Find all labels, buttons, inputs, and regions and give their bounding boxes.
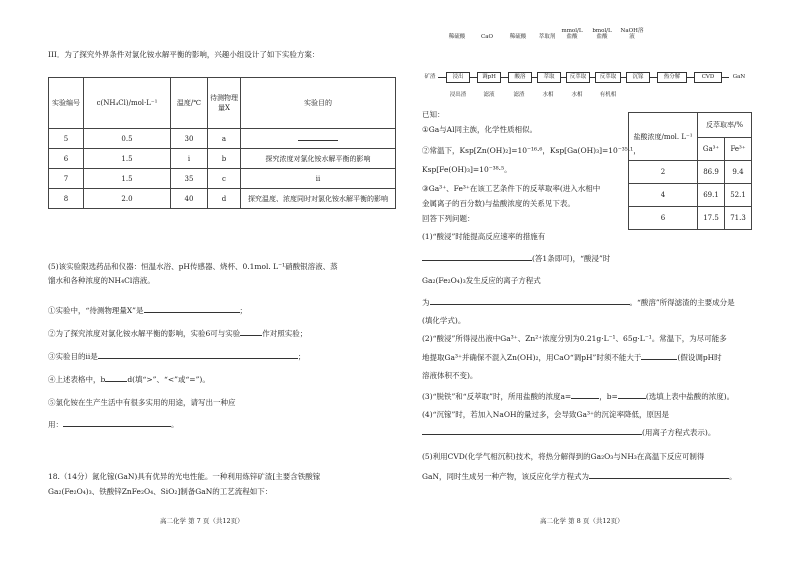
flow-arrow [500,77,508,78]
q1-f: (填化学式)。 [422,316,466,325]
flow-arrow [438,77,446,78]
header-cell: Fe³⁺ [725,138,752,161]
q5-2-text: ②为了探究浓度对氯化铵水解平衡的影响，实验6可与实验 [48,329,241,338]
flow-top-label: NaOH溶液 [620,28,644,40]
flow-step: 调pH [477,72,501,83]
answer-blank[interactable] [240,335,262,336]
header-cell: c(NH₄Cl)/mol·L⁻¹ [84,78,171,129]
table-header-row [629,113,752,138]
q1-b-text: (答1条即可)，“酸浸”时 [532,254,611,263]
answer-blank[interactable] [422,260,532,261]
table-row [49,129,396,149]
answer-blank[interactable] [641,359,677,360]
q5-5: ⑤氯化铵在生产生活中有很多实用的用途，请写出一种应 [48,398,236,407]
table-cell: 7 [49,169,84,189]
q5-4-text: ④上述表格中，b [48,375,106,384]
header-cell: 反萃取率/% [698,113,752,138]
flow-bottom-label: 水相 [542,92,554,98]
flow-bottom-label: 滤液 [483,92,495,98]
known-2a: ②常温下，Ksp[Zn(OH)₂]=10⁻¹⁶·⁶，Ksp[Ga(OH)₃]=10⁻³⁵·¹， [422,146,641,155]
experiment-table [48,77,396,209]
flow-top-label: 稀硫酸 [509,34,527,40]
q5-4-text-b: d(填“>”、“<”或“=”)。 [127,375,210,384]
table-cell: 6 [49,149,84,169]
table-cell: 1.5 [84,169,171,189]
flow-top-label: bmol/L盐酸 [592,28,612,40]
q3-text-b: ，b= [599,392,618,401]
table-row [629,161,752,184]
table-cell: 探究浓度对氯化铵水解平衡的影响 [241,149,396,169]
table-row [49,189,396,209]
q5-1: ①实验中，“待测物理量X”是 ； [48,306,248,315]
q4-b-text: (用离子方程式表示)。 [642,428,716,437]
table-cell: 4 [629,184,698,207]
table-header-row [49,78,396,129]
q5-1-text: ①实验中，“待测物理量X”是 [48,306,144,315]
table-cell: 69.1 [698,184,725,207]
table-cell: 1.5 [84,149,171,169]
q5-4 [48,375,210,385]
known-heading: 已知： [422,110,445,119]
table-row [49,149,396,169]
q5-3-text: ③实验目的ii是 [48,352,98,361]
flow-step: 热分解 [657,72,687,83]
table-cell: a [208,129,241,149]
q1-b [422,254,610,264]
page-footer: 高二化学 第 7 页（共12页） [160,517,244,525]
table-cell: 8 [49,189,84,209]
q4-a: (4)“沉镓”时，若加入NaOH的量过多，会导致Ga³⁺的沉淀率降低，原因是 [422,410,669,419]
table-row [629,184,752,207]
table-row [629,207,752,230]
q5-b-text: GaN，同时生成另一种产物，该反应化学方程式为 [422,472,590,481]
flow-arrow [686,77,694,78]
flow-bottom-label: 有机相 [599,92,617,98]
section-intro: III．为了探究外界条件对氯化铵水解平衡的影响，兴趣小组设计了如下实验方案： [48,50,320,59]
answer-blank[interactable] [430,304,630,305]
q1-d [422,298,735,308]
q3-text-c: (选填上表中盐酸的浓度)。 [645,392,735,401]
answer-blank[interactable] [589,478,729,479]
q2-d: 溶液体积不变)。 [422,371,478,380]
header-cell: 温度/℃ [171,78,208,129]
flow-bottom-label: 滤渣 [513,92,525,98]
answer-blank[interactable] [144,312,240,313]
flow-top-label: mmol/L盐酸 [561,28,583,40]
q5-line2: 馏水和各种浓度的NH₄Cl溶液。 [48,276,155,285]
table-cell: 2 [629,161,698,184]
table-row [49,169,396,189]
table-cell: 探究温度、浓度同时对氯化铵水解平衡的影响 [241,189,396,209]
header-cell: Ga³⁺ [698,138,725,161]
known-1: ①Ga与Al同主族，化学性质相似。 [422,125,538,134]
known-3b: 金属离子的百分数)与盐酸浓度的关系见下表。 [422,199,575,208]
table-cell: 9.4 [725,161,752,184]
table-cell: 5 [49,129,84,149]
q5-2 [48,329,307,339]
answer-heading: 回答下列问题： [422,214,475,223]
q18-line2: Ga₂(Fe₂O₄)₃、铁酸锌ZnFe₂O₄、SiO₂]制备GaN的工艺流程如下： [48,487,273,496]
q2-c-text: (假设调pH时 [677,353,722,362]
flow-start: 矿渣 [424,74,436,80]
q1-d-text: 为 [422,298,430,307]
table-cell: b [208,149,241,169]
flow-top-label: CaO [481,34,493,40]
q5-5b-text: 用： [48,420,63,429]
q5-5b: 用： 。 [48,420,179,429]
acid-concentration-table [628,112,752,230]
table-cell: 40 [171,189,208,209]
answer-blank[interactable] [105,381,127,382]
flow-step: 反萃取 [566,72,590,83]
flow-step: 酸溶 [508,72,532,83]
q18-line1: 18.（14分）氮化镓(GaN)具有优异的光电性能。一种利用炼锌矿渣[主要含铁酸镓 [48,472,321,481]
q5-3: ③实验目的ii是 ； [48,352,306,361]
flow-step: 沉镓 [626,72,650,83]
right-page [400,0,800,565]
q1-a: (1)“酸浸”时能提高反应速率的措施有 [422,232,546,241]
flow-product: GaN [732,74,746,80]
table-cell [241,129,396,149]
q3-text-a: (3)“脱铁”和“反萃取”时，所用盐酸的浓度a= [422,392,572,401]
q1-e-text: 。“酸溶”所得滤渣的主要成分是 [629,298,735,307]
table-cell: 0.5 [84,129,171,149]
flow-step: 萃取 [537,72,561,83]
header-cell: 实验编号 [49,78,84,129]
table-cell: 86.9 [698,161,725,184]
flow-top-label: 萃取剂 [538,34,556,40]
flow-arrow [469,77,477,78]
q2-b [422,353,722,363]
table-cell: d [208,189,241,209]
known-3a: ③Ga³⁺、Fe³⁺在该工艺条件下的反萃取率(进入水相中 [422,184,601,193]
header-cell: 待测物理量X [208,78,241,129]
flow-top-label: 稀硫酸 [448,34,466,40]
q3 [422,392,734,402]
answer-blank[interactable] [63,426,171,427]
table-cell: 17.5 [698,207,725,230]
flow-arrow [721,77,729,78]
q2-a: (2)“酸浸”所得浸出液中Ga³⁺、Zn²⁺浓度分别为0.21g·L⁻¹、65g·L⁻¹。常温下，为尽可能多 [422,334,727,343]
q5-line1: (5)该实验限选药品和仪器：恒温水浴、pH传感器、烧杯、0.1mol. L⁻¹硝酸银溶液、蒸 [48,262,338,271]
q1-c: Ga₂(Fe₂O₄)₃发生反应的离子方程式 [422,276,541,285]
known-2b: Ksp[Fe(OH)₃]=10⁻³⁸·⁵。 [422,165,512,174]
table-cell: 71.3 [725,207,752,230]
flow-step: 反萃取 [595,72,621,83]
answer-blank[interactable] [618,398,646,399]
header-cell: 实验目的 [241,78,396,129]
q5-b: GaN，同时生成另一种产物，该反应化学方程式为 。 [422,472,737,481]
answer-blank[interactable] [571,398,599,399]
q5-a: (5)利用CVD(化学气相沉积)技术，将热分解得到的Ga₂O₃与NH₃在高温下反应可制得 [422,452,705,461]
flow-bottom-label: 浸出渣 [449,92,467,98]
q4-b [422,428,715,438]
table-cell: 2.0 [84,189,171,209]
q2-b-text: 地提取Ga³⁺并确保不混入Zn(OH)₂，用CaO“调pH”时须不能大于 [422,353,642,362]
page-footer: 高二化学 第 8 页（共12页） [540,517,624,525]
table-cell: c [208,169,241,189]
table-cell: 35 [171,169,208,189]
table-cell: i [171,149,208,169]
answer-blank[interactable] [422,434,642,435]
header-cell: 盐酸浓度/mol. L⁻¹ [629,113,698,161]
table-cell: 52.1 [725,184,752,207]
q5-2-text-b: 作对照实验； [262,329,308,338]
flow-step: CVD [694,72,722,83]
table-cell: ii [241,169,396,189]
answer-blank[interactable] [98,358,298,359]
flow-step: 浸出 [446,72,470,83]
table-cell: 6 [629,207,698,230]
flow-bottom-label: 水相 [571,92,583,98]
flow-arrow [649,77,657,78]
table-cell: 30 [171,129,208,149]
